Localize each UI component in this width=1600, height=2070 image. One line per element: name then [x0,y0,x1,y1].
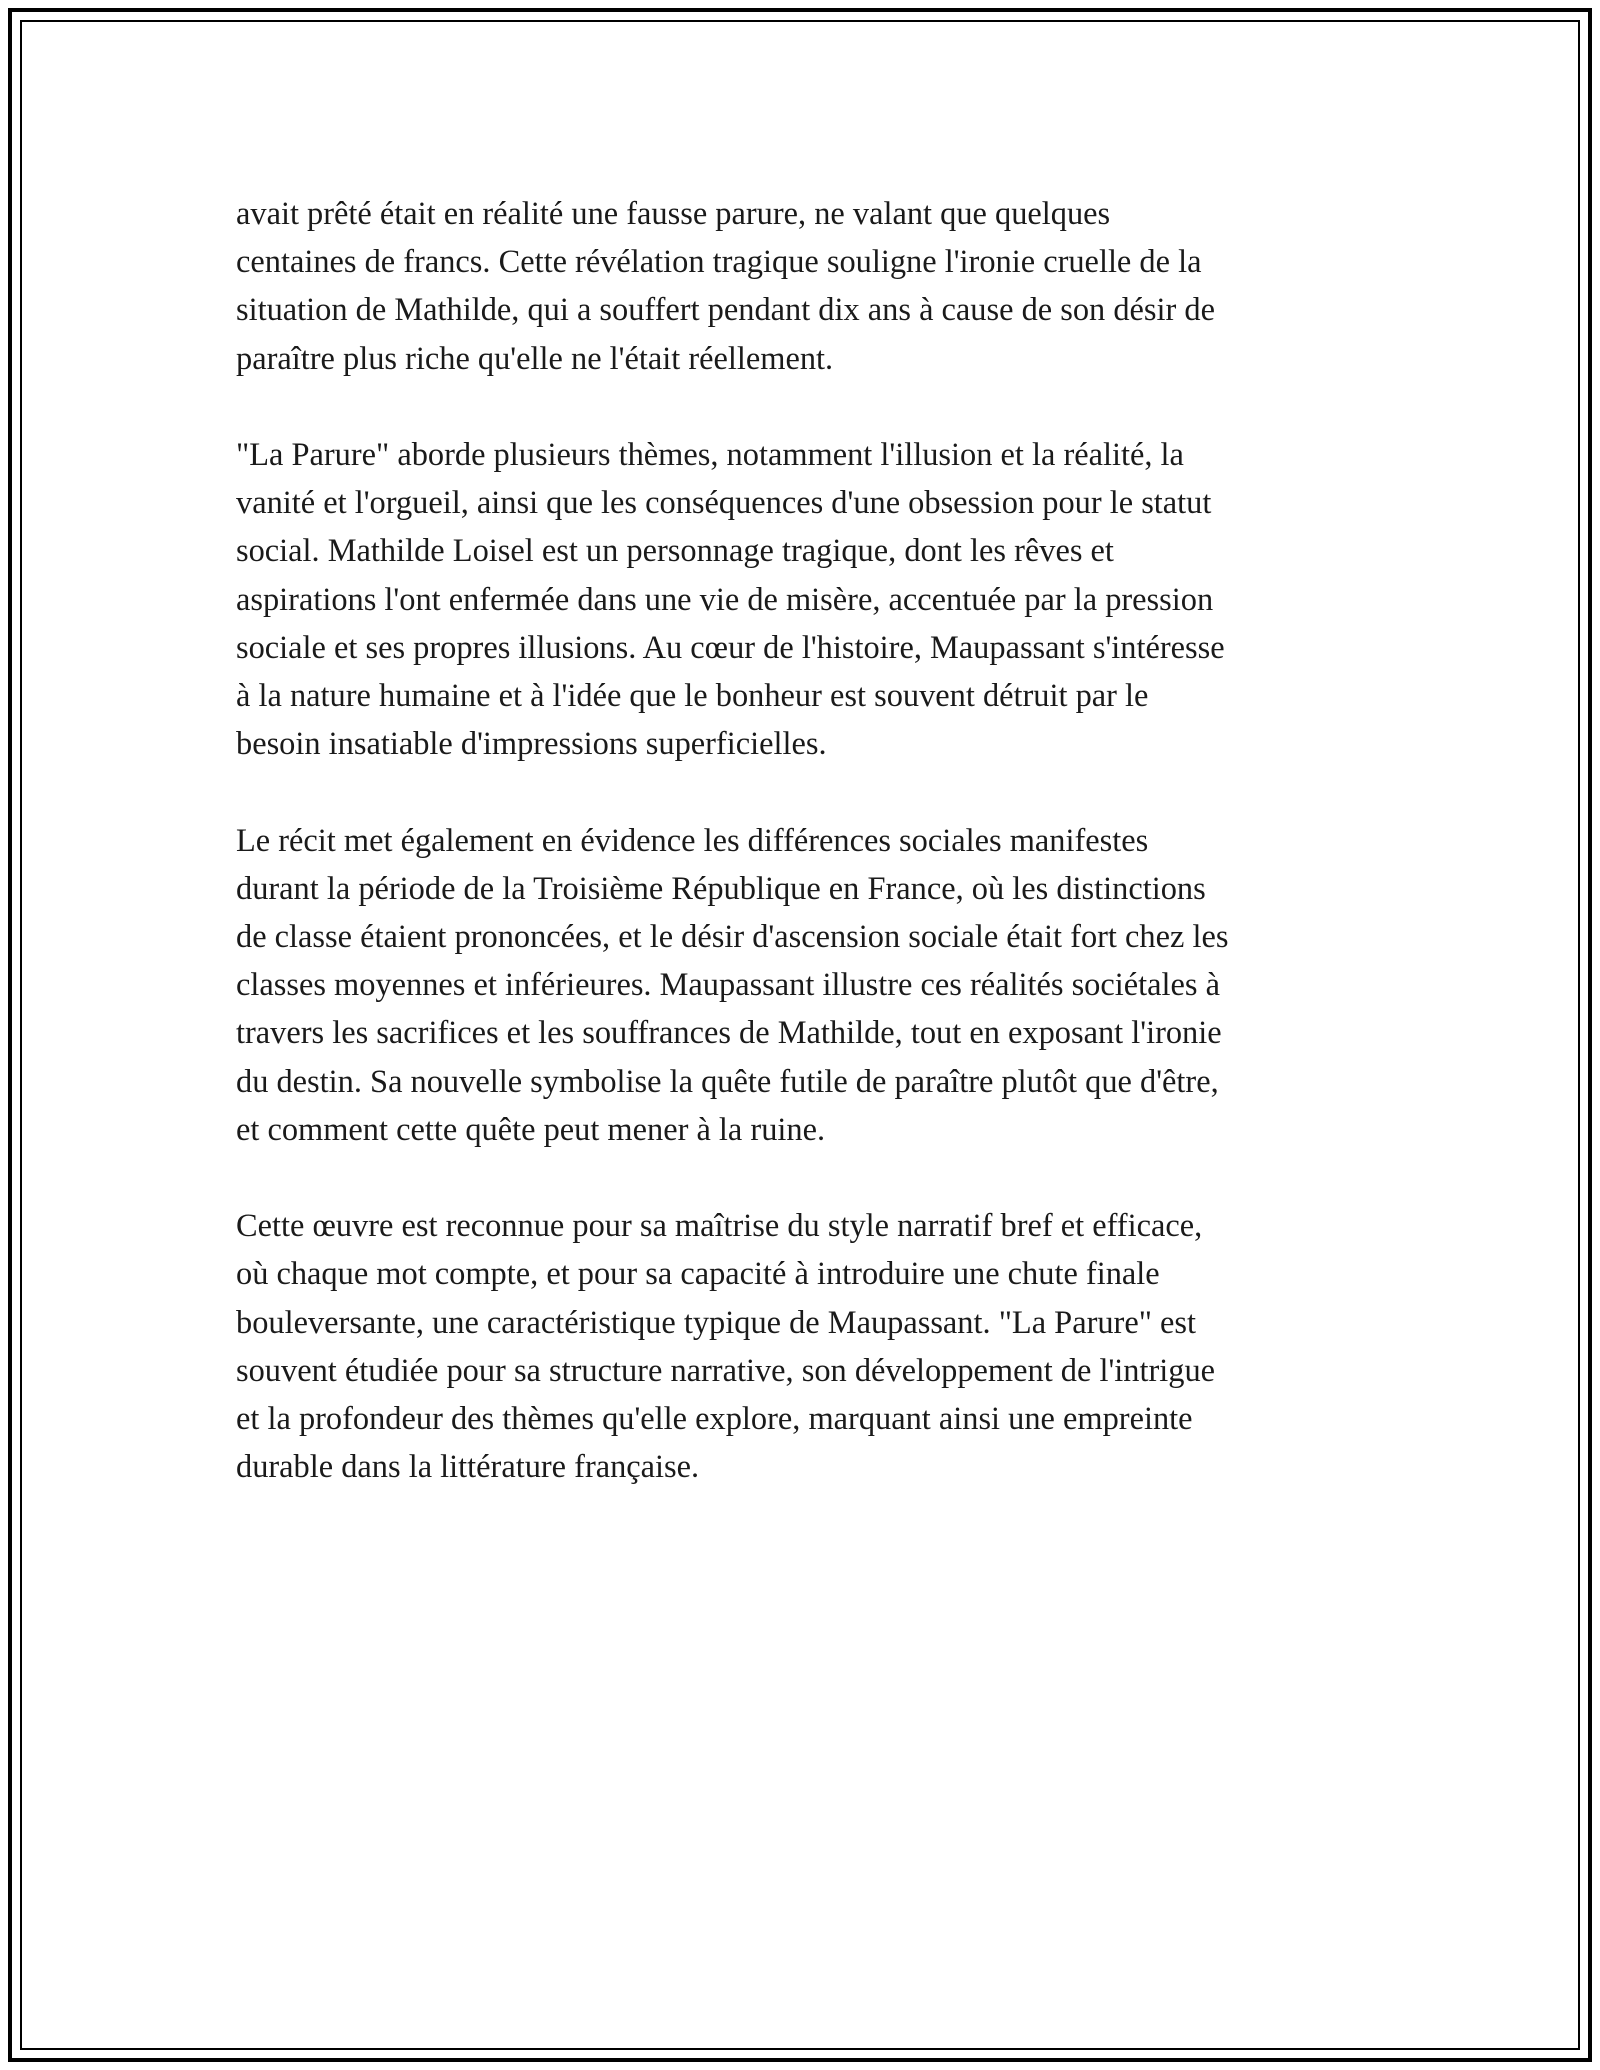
paragraph-3: Le récit met également en évidence les différences sociales manifestes durant la période de la Troisième République en France, où les distinctions de classe étaient prononcées, et le désir d'ascension sociale était fort chez les classes moyennes et inférieures. Maupassant illustre ces réalités sociétales à travers les sacrifices et les souffrances de Mathilde, tout en exposant l'ironie du destin. Sa nouvelle symbolise la quête futile de paraître plutôt que d'être, et comment cette quête peut mener à la ruine. [236,822,1229,1148]
paragraph-4: Cette œuvre est reconnue pour sa maîtrise du style narratif bref et efficace, où chaque mot compte, et pour sa capacité à introduire une chute finale bouleversante, une caractéristique typique de Maupassant. "La Parure" est souvent étudiée pour sa structure narrative, son développement de l'intrigue et la profondeur des thèmes qu'elle explore, marquant ainsi une empreinte durable dans la littérature française. [236,1208,1216,1486]
paragraph-1: avait prêté était en réalité une fausse parure, ne valant que quelques centaines de francs. Cette révélation tragique souligne l'ironie cruelle de la situation de Mathilde, qui a souffert pendant dix ans à cause de son désir de paraître plus riche qu'elle ne l'était réellement. [236,196,1215,377]
document-body [236,190,1366,1540]
paragraph-2: "La Parure" aborde plusieurs thèmes, notamment l'illusion et la réalité, la vanité et l'orgueil, ainsi que les conséquences d'une obsession pour le statut social. Mathilde Loisel est un personnage tragique, dont les rêves et aspirations l'ont enfermée dans une vie de misère, accentuée par la pression sociale et ses propres illusions. Au cœur de l'histoire, Maupassant s'intéresse à la nature humaine et à l'idée que le bonheur est souvent détruit par le besoin insatiable d'impressions superficielles. [236,437,1225,763]
